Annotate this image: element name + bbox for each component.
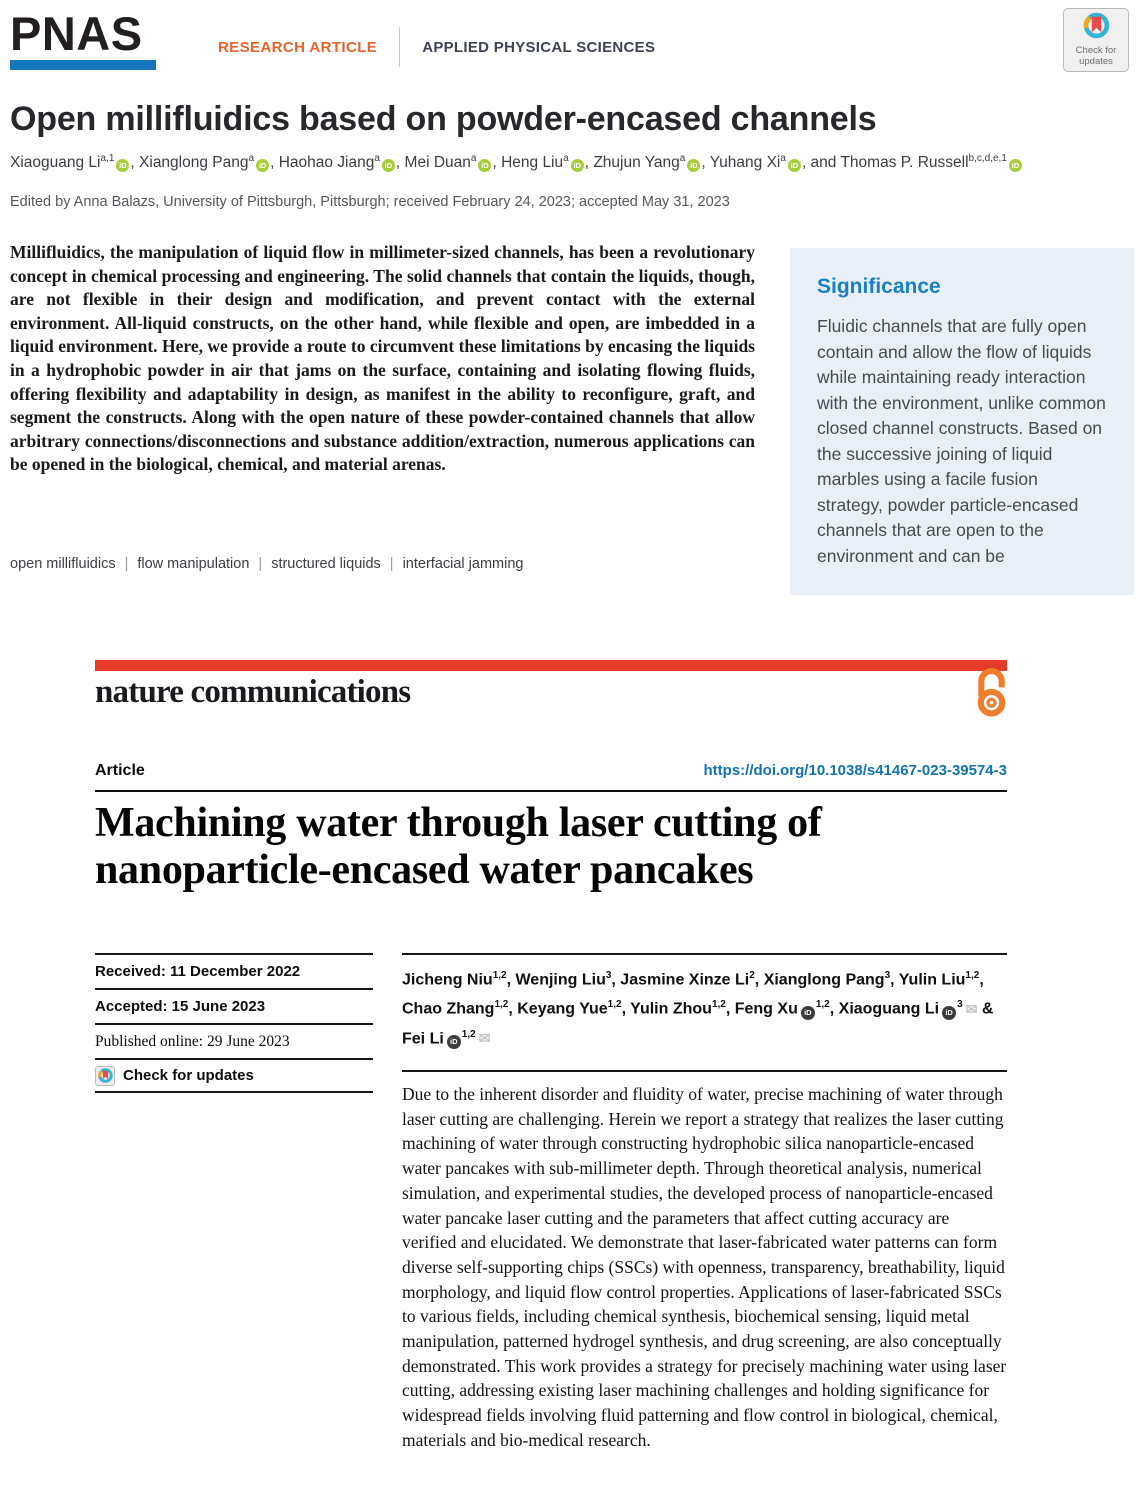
author-name: Mei Duan [404, 154, 471, 172]
keyword: open millifluidics [10, 556, 116, 572]
author-separator: , [130, 154, 140, 172]
keyword-separator: | [258, 556, 263, 572]
author-name: Wenjing Liu [515, 971, 606, 989]
significance-text: Fluidic channels that are fully open contain and allow the flow of liquids while maintaining ready interaction with the environment, unlike common closed channel constructs. Based on the successive joining of liquid marbles using a facile fusion strategy, powder particle-encased channels that are open to the environment and can be [817, 316, 1106, 566]
pnas-keywords [10, 556, 523, 572]
edited-by-line: Edited by Anna Balazs, University of Pittsburgh, Pittsburgh; received February 24, 2023; accepted May 31, 2023 [10, 194, 730, 210]
author-separator: , [979, 971, 984, 989]
author-name: Keyang Yue [517, 1000, 608, 1018]
author-affiliation-sup: 1,2 [494, 999, 509, 1011]
author-separator: , [492, 154, 502, 172]
published-date: Published online: 29 June 2023 [95, 1023, 373, 1058]
keyword: structured liquids [271, 556, 381, 572]
nature-title-line1: Machining water through laser cutting of [95, 800, 822, 846]
authors-abstract-column [402, 953, 1007, 1453]
author-affiliation-sup: 1,2 [965, 970, 980, 981]
keyword-separator: | [124, 556, 129, 572]
orcid-icon[interactable]: iD [788, 159, 801, 172]
check-for-updates-badge[interactable] [1063, 8, 1129, 72]
nature-title-line2: nanoparticle-encased water pancakes [95, 847, 754, 893]
author-name: Chao Zhang [402, 1000, 495, 1018]
author-name: Xianglong Pang [139, 154, 249, 172]
author-name: Feng Xu [734, 1000, 798, 1018]
author-separator: , and [801, 154, 841, 172]
article-history-column [95, 953, 373, 1093]
significance-box [790, 248, 1134, 595]
orcid-icon[interactable]: iD [256, 159, 269, 172]
doi-link[interactable]: https://doi.org/10.1038/s41467-023-39574-3 [703, 762, 1007, 779]
author-affiliation-sup: 1,2 [711, 999, 726, 1011]
nature-abstract: Due to the inherent disorder and fluidity of water, precise machining of water through laser cutting are challenging. Herein we report a strategy that realizes the laser cutting machining of water through constructing hydrophobic silica nanoparticle-encased water pancakes with sub-millimeter depth. Through theoretical analysis, numerical simulation, and experimental studies, the developed process of nanoparticle-encased water pancake laser cutting and the parameters that affect cutting accuracy are verified and elucidated. We demonstrate that laser-fabricated water patterns can form diverse self-supporting chips (SSCs) with openness, transparency, breathability, liquid morphology, and liquid flow control properties. Applications of laser-fabricated SSCs to various fields, including chemical synthesis, biochemical sensing, liquid metal manipulation, patterned hydrogel synthesis, and drug screening, are also conceptually demonstrated. This work provides a strategy for precisely machining water using laser cutting, addressing existing laser machining challenges and holding significance for widespread fields involving fluid patterning and flow control in biological, chemical, materials and bio-medical research. [402, 1083, 1007, 1450]
section-label[interactable]: APPLIED PHYSICAL SCIENCES [422, 38, 656, 56]
author-separator: , [829, 1000, 839, 1018]
author-affiliation-sup: 1,2 [492, 970, 507, 981]
author-name: Yulin Zhou [630, 1000, 712, 1018]
pnas-logo-underline [10, 60, 156, 70]
email-icon[interactable]: ✉ [965, 1000, 978, 1017]
pnas-kicker [218, 26, 655, 68]
author-separator: , [611, 971, 621, 989]
author-affiliation-sup: 2 [749, 970, 755, 981]
keyword: interfacial jamming [402, 556, 524, 572]
author-name: Yulin Liu [898, 971, 966, 989]
author-separator: , [701, 154, 710, 172]
accepted-date: Accepted: 15 June 2023 [95, 988, 373, 1023]
author-separator: , [725, 1000, 735, 1018]
author-separator: , [584, 154, 594, 172]
pnas-logo-text: PNAS [10, 7, 143, 60]
author-separator: , [754, 971, 764, 989]
author-affiliation-sup: a [679, 153, 686, 164]
pnas-paper-title: Open millifluidics based on powder-encased channels [10, 100, 877, 138]
research-article-label[interactable]: RESEARCH ARTICLE [218, 38, 378, 56]
author-affiliation-sup: 1,2 [607, 999, 622, 1011]
author-separator: , [395, 154, 405, 172]
author-separator: , [270, 154, 279, 172]
author-affiliation-sup: a [780, 153, 786, 164]
orcid-icon[interactable]: iD [942, 1006, 956, 1020]
author-affiliation-sup: 1,2 [461, 1028, 476, 1040]
author-affiliation-sup: a,1 [100, 153, 115, 164]
keyword: flow manipulation [137, 556, 250, 572]
significance-heading: Significance [817, 275, 941, 298]
author-name: Haohao Jiang [278, 154, 375, 172]
author-separator: , [508, 1000, 518, 1018]
check-for-updates-icon [1083, 12, 1110, 44]
author-affiliation-sup: 3 [884, 970, 891, 981]
orcid-icon[interactable]: iD [687, 159, 700, 172]
email-icon[interactable]: ✉ [478, 1029, 491, 1046]
author-affiliation-sup: a [374, 153, 380, 164]
author-affiliation-sup: a [470, 153, 477, 164]
check-for-updates-text: Check for updates [1075, 45, 1117, 67]
check-for-updates-icon [95, 1066, 115, 1086]
article-doi-row [95, 762, 1007, 780]
author-affiliation-sup: a [563, 153, 569, 164]
keyword-separator: | [389, 556, 394, 572]
author-name: Fei Li [402, 1029, 444, 1047]
author-name: Jasmine Xinze Li [620, 971, 750, 989]
author-name: Yuhang Xi [709, 154, 781, 172]
orcid-icon[interactable]: iD [478, 159, 491, 172]
nature-author-list [402, 953, 1007, 1051]
nature-red-bar [95, 660, 1007, 671]
article-type-label: Article [95, 762, 145, 779]
author-separator: , [621, 1000, 631, 1018]
check-for-updates-row[interactable] [95, 1058, 373, 1093]
pnas-logo [10, 7, 156, 70]
author-affiliation-sup: a [248, 153, 255, 164]
author-name: Thomas P. Russell [840, 154, 969, 172]
author-name: Zhujun Yang [593, 154, 680, 172]
author-name: Heng Liu [501, 154, 564, 172]
orcid-icon[interactable]: iD [1009, 159, 1022, 172]
orcid-icon[interactable]: iD [571, 159, 584, 172]
pnas-author-list [10, 153, 1120, 172]
author-name: Xiaoguang Li [10, 154, 101, 172]
author-name: Xianglong Pang [763, 971, 885, 989]
author-affiliation-sup: b,c,d,e,1 [968, 153, 1007, 164]
author-affiliation-sup: 3 [957, 999, 963, 1011]
author-affiliation-sup: 3 [605, 970, 612, 981]
pnas-abstract: Millifluidics, the manipulation of liquid flow in millimeter-sized channels, has been a revolutionary concept in chemical processing and engineering. The solid channels that contain the liquids, though, are not flexible in their design and modification, and prevent contact with the external environment. All-liquid constructs, on the other hand, while flexible and open, are imbedded in a liquid environment. Here, we provide a route to circumvent these limitations by encasing the liquids in a hydrophobic powder in air that jams on the surface, containing and isolating flowing fluids, offering flexibility and adaptability in design, as manifest in the ability to reconfigure, graft, and segment the constructs. Along with the open nature of these powder-contained channels that allow arbitrary connections/disconnections and substance addition/extraction, numerous applications can be opened in the biological, chemical, and material arenas. [10, 242, 755, 475]
nature-article-header [95, 660, 1007, 1489]
check-for-updates-text: Check for updates [123, 1067, 254, 1084]
nature-communications-logo: nature communications [95, 674, 411, 710]
author-separator: , [506, 971, 516, 989]
received-date: Received: 11 December 2022 [95, 953, 373, 988]
open-access-icon [973, 668, 1010, 722]
orcid-icon[interactable]: iD [382, 159, 395, 172]
kicker-divider [399, 27, 400, 67]
author-separator: & [977, 1000, 994, 1018]
author-separator: , [890, 971, 899, 989]
author-name: Xiaoguang Li [838, 1000, 940, 1018]
author-name: Jicheng Niu [402, 971, 493, 989]
nature-paper-title [95, 800, 822, 894]
orcid-icon[interactable]: iD [447, 1035, 461, 1049]
orcid-icon[interactable]: iD [801, 1006, 815, 1020]
abstract-rule [402, 1070, 1007, 1072]
author-affiliation-sup: 1,2 [815, 999, 830, 1011]
orcid-icon[interactable]: iD [116, 159, 129, 172]
title-rule [95, 790, 1007, 792]
